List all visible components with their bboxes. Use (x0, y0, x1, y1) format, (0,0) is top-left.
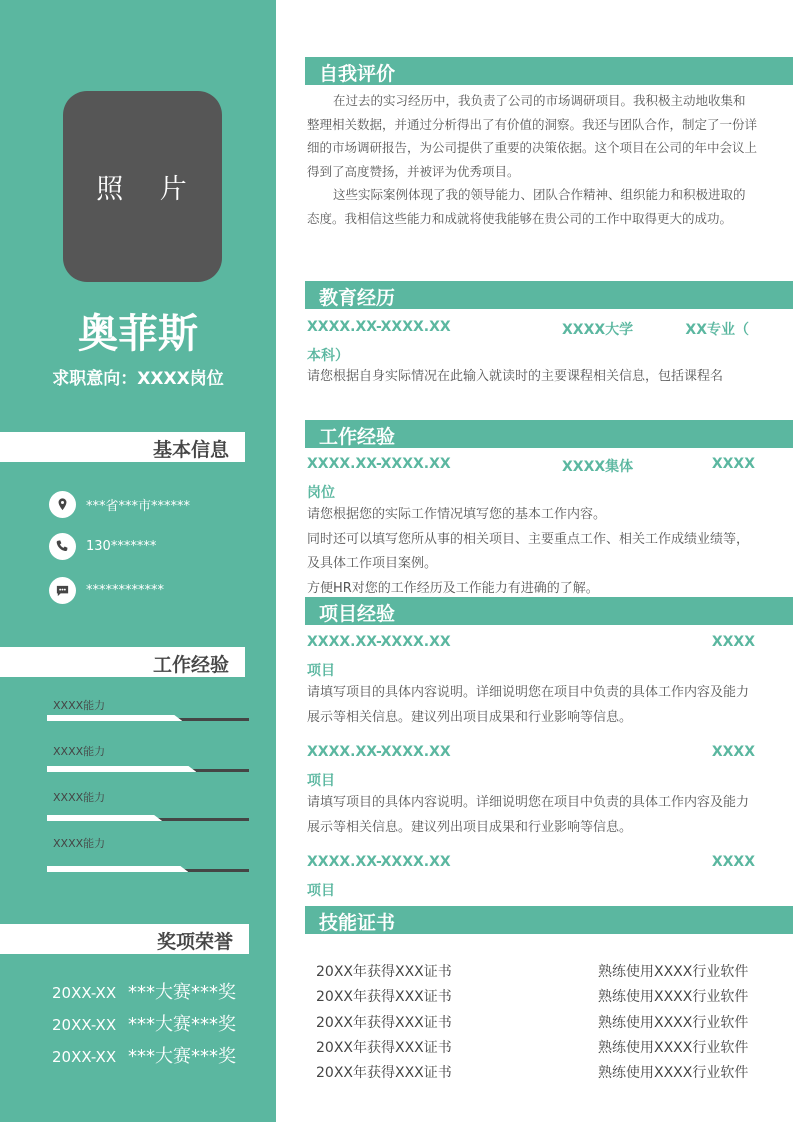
contact-chat (49, 577, 164, 604)
skill-label: XXXX能力 (53, 699, 106, 712)
work-desc-line: 请您根据您的实际工作情况填写您的基本工作内容。 (307, 507, 607, 522)
award-year: 20XX-XX (52, 984, 117, 1002)
cert-item: 20XX年获得XXX证书 (316, 964, 452, 980)
contact-phone (49, 533, 156, 560)
project-name: XXXX (711, 854, 755, 870)
cert-item: 20XX年获得XXX证书 (316, 1015, 452, 1031)
software-item: 熟练使用XXXX行业软件 (598, 1040, 749, 1056)
project-desc: 请填写项目的具体内容说明。详细说明您在项目中负责的具体工作内容及能力展示等相关信息。建议列出项目成果和行业影响等信息。 (307, 685, 750, 725)
skill-label: XXXX能力 (53, 791, 106, 804)
skill-label: XXXX能力 (53, 837, 106, 850)
software-item: 熟练使用XXXX行业软件 (598, 989, 749, 1005)
phone-text: 130******* (86, 539, 157, 554)
skills-heading (0, 647, 245, 677)
project-date: XXXX.XX-XXXX.XX (307, 634, 451, 650)
basic-info-heading (0, 432, 245, 462)
chat-text: ************ (86, 583, 164, 598)
skill-bar (47, 766, 249, 772)
work-position: XXXX (711, 456, 755, 472)
skill-bar (47, 866, 249, 872)
address-text: ***省***市****** (86, 499, 191, 514)
photo-placeholder[interactable]: 照 片 (63, 91, 222, 282)
award-name: ***大赛***奖 (128, 982, 236, 1003)
cert-item: 20XX年获得XXX证书 (316, 989, 452, 1005)
work-heading (307, 420, 793, 448)
skill-bar-fill (47, 766, 196, 772)
project-name-suffix: 项目 (307, 663, 335, 679)
skill-bar-fill (47, 715, 182, 721)
education-school: XXXX大学 (562, 322, 634, 338)
education-date: XXXX.XX-XXXX.XX (307, 319, 451, 335)
sidebar (0, 0, 276, 1122)
candidate-name: 奥菲斯 (78, 311, 198, 357)
award-item (52, 1010, 236, 1036)
location-icon (49, 491, 76, 518)
project-name-suffix: 项目 (307, 773, 335, 789)
certs-heading (307, 906, 793, 934)
software-item: 熟练使用XXXX行业软件 (598, 1065, 749, 1081)
awards-heading-label: 奖项荣誉 (156, 931, 233, 953)
job-intent: 求职意向：XXXX岗位 (52, 369, 224, 389)
work-desc (307, 503, 757, 596)
skill-bar-fill (47, 866, 188, 872)
self-eval-heading-label: 自我评价 (319, 63, 396, 85)
self-eval-paragraph: 在过去的实习经历中，我负责了公司的市场调研项目。我积极主动地收集和整理相关数据，并通过分析得出了有价值的洞察。我还与团队合作，制定了一份详细的市场调研报告，为公司提供了重要的决策依据。这个项目在公司的年中会议上得到了高度赞扬，并被评为优秀项目。 (307, 93, 758, 179)
award-year: 20XX-XX (52, 1048, 117, 1066)
phone-icon (49, 533, 76, 560)
award-item (52, 978, 236, 1004)
chat-icon (49, 577, 76, 604)
self-eval-heading (307, 57, 793, 85)
projects-heading-label: 项目经验 (319, 603, 396, 625)
project-name-suffix: 项目 (307, 883, 335, 899)
awards-heading (0, 924, 249, 954)
award-name: ***大赛***奖 (128, 1014, 236, 1035)
award-item (52, 1042, 236, 1068)
skill-label: XXXX能力 (53, 745, 106, 758)
award-name: ***大赛***奖 (128, 1046, 236, 1067)
work-date: XXXX.XX-XXXX.XX (307, 456, 451, 472)
work-heading-label: 工作经验 (319, 426, 396, 448)
self-eval-paragraph: 这些实际案例体现了我的领导能力、团队合作精神、组织能力和积极进取的态度。我相信这些能力和成就将使我能够在贵公司的工作中取得更大的成功。 (307, 187, 746, 226)
project-name: XXXX (711, 634, 755, 650)
project-desc: 请填写项目的具体内容说明。详细说明您在项目中负责的具体工作内容及能力展示等相关信息。建议列出项目成果和行业影响等信息。 (307, 795, 750, 835)
skill-bar (47, 715, 249, 721)
certs-heading-label: 技能证书 (319, 912, 396, 934)
project-date: XXXX.XX-XXXX.XX (307, 744, 451, 760)
education-heading-label: 教育经历 (319, 287, 396, 309)
software-item: 熟练使用XXXX行业软件 (598, 964, 749, 980)
cert-item: 20XX年获得XXX证书 (316, 1040, 452, 1056)
education-heading (307, 281, 793, 309)
award-year: 20XX-XX (52, 1016, 117, 1034)
cert-item: 20XX年获得XXX证书 (316, 1065, 452, 1081)
self-eval-text (307, 89, 757, 230)
projects-heading (307, 597, 793, 625)
education-degree: 本科） (307, 348, 349, 364)
basic-info-heading-label: 基本信息 (152, 439, 229, 461)
education-major: XX专业（ (685, 322, 749, 338)
project-date: XXXX.XX-XXXX.XX (307, 854, 451, 870)
project-name: XXXX (711, 744, 755, 760)
work-position-suffix: 岗位 (307, 485, 335, 501)
skill-bar (47, 815, 249, 821)
skills-heading-label: 工作经验 (152, 654, 229, 676)
education-desc: 请您根据自身实际情况在此输入就读时的主要课程相关信息，包括课程名 (307, 369, 724, 384)
work-company: XXXX集体 (562, 459, 634, 475)
software-item: 熟练使用XXXX行业软件 (598, 1015, 749, 1031)
contact-address (49, 491, 190, 518)
work-desc-line: 同时还可以填写您所从事的相关项目、主要重点工作、相关工作成绩业绩等，及具体工作项目案例。 (307, 531, 750, 571)
work-desc-line: 方便HR对您的工作经历及工作能力有进确的了解。 (307, 580, 599, 596)
skill-bar-fill (47, 815, 162, 821)
